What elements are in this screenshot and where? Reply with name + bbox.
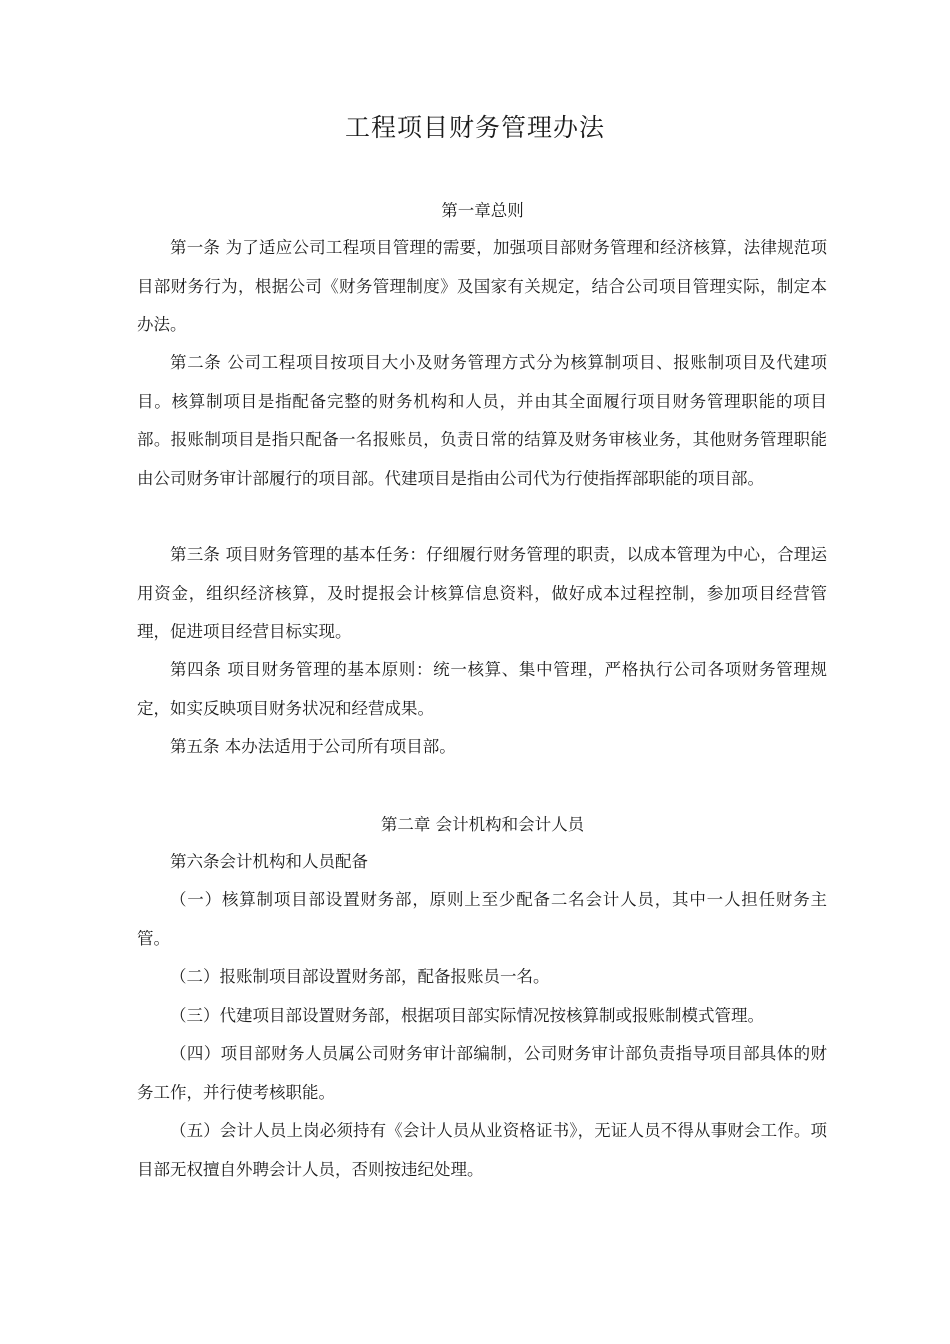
article-3: 第三条 项目财务管理的基本任务：仔细履行财务管理的职责，以成本管理为中心，合理运用资金，组织经济核算，及时提报会计核算信息资料，做好成本过程控制，参加项目经营管理，促进项目经营目标实现。 [137,545,827,641]
article-6-item-2: （二）报账制项目部设置财务部，配备报账员一名。 [170,967,550,986]
article-6-item-5: （五）会计人员上岗必须持有《会计人员从业资格证书》，无证人员不得从事财会工作。项目部无权擅自外聘会计人员，否则按违纪处理。 [137,1121,827,1179]
chapter-1-heading: 第一章总则 [441,201,524,220]
article-6-heading: 第六条会计机构和人员配备 [170,852,368,871]
article-6-item-4: （四）项目部财务人员属公司财务审计部编制，公司财务审计部负责指导项目部具体的财务工作，并行使考核职能。 [137,1044,827,1102]
article-6-item-3: （三）代建项目部设置财务部，根据项目部实际情况按核算制或报账制模式管理。 [170,1006,764,1025]
document-title: 工程项目财务管理办法 [344,113,605,142]
chapter-2-heading: 第二章 会计机构和会计人员 [380,815,585,834]
article-5: 第五条 本办法适用于公司所有项目部。 [170,737,456,756]
article-1: 第一条 为了适应公司工程项目管理的需要，加强项目部财务管理和经济核算，法律规范项目部财务行为，根据公司《财务管理制度》及国家有关规定，结合公司项目管理实际，制定本办法。 [137,238,827,334]
article-6-item-1: （一）核算制项目部设置财务部，原则上至少配备二名会计人员，其中一人担任财务主管。 [137,890,827,948]
article-4: 第四条 项目财务管理的基本原则：统一核算、集中管理，严格执行公司各项财务管理规定，如实反映项目财务状况和经营成果。 [137,660,827,718]
article-2: 第二条 公司工程项目按项目大小及财务管理方式分为核算制项目、报账制项目及代建项目。核算制项目是指配备完整的财务机构和人员，并由其全面履行项目财务管理职能的项目部。报账制项目是指只配备一名报账员，负责日常的结算及财务审核业务，其他财务管理职能由公司财务审计部履行的项目部。代建项目是指由公司代为行使指挥部职能的项目部。 [137,353,827,488]
